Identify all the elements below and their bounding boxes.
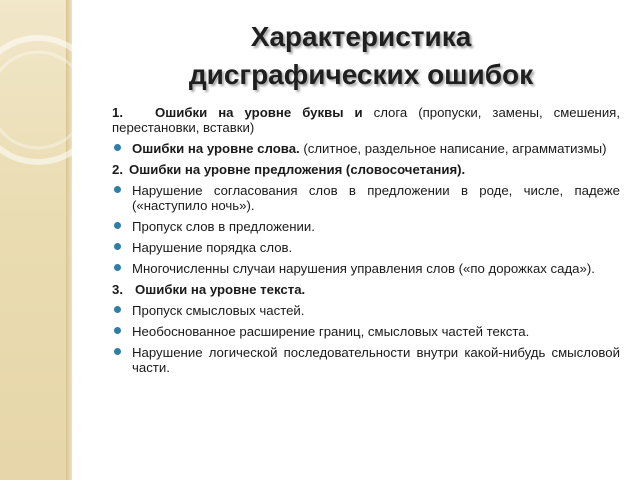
title-line-2: дисграфических ошибок xyxy=(188,59,534,90)
slide-title xyxy=(96,18,626,94)
list-item xyxy=(112,303,620,318)
item-text: Необоснованное расширение границ, смысловых частей текста. xyxy=(132,324,530,339)
item-text: (слитное, раздельное написание, аграмматизмы) xyxy=(299,141,607,156)
item-number: 1. xyxy=(112,105,123,120)
list-item xyxy=(112,261,620,276)
list-item xyxy=(112,345,620,375)
item-number: 3. xyxy=(112,282,123,297)
bullet-icon xyxy=(114,327,121,334)
bullet-icon xyxy=(114,144,121,151)
bullet-icon xyxy=(114,348,121,355)
item-text: слога (пропуски, замены, смешения, перестановки, вставки) xyxy=(112,105,620,135)
list-item xyxy=(112,183,620,213)
item-text: Пропуск слов в предложении. xyxy=(132,219,315,234)
content-list xyxy=(112,105,620,381)
bullet-icon xyxy=(114,186,121,193)
list-item xyxy=(112,219,620,234)
item-bold-text: Ошибки на уровне буквы и xyxy=(155,105,363,120)
item-bold-text: Ошибки на уровне предложения (словосочетания). xyxy=(129,162,466,177)
list-item xyxy=(112,105,620,135)
item-number: 2. xyxy=(112,162,123,177)
item-text: Пропуск смысловых частей. xyxy=(132,303,305,318)
item-text: Многочисленны случаи нарушения управления слов («по дорожках сада»). xyxy=(132,261,595,276)
item-text: Нарушение логической последовательности внутри какой-нибудь смысловой части. xyxy=(132,345,620,375)
list-item xyxy=(112,240,620,255)
bullet-icon xyxy=(114,222,121,229)
bullet-icon xyxy=(114,306,121,313)
title-line-1: Характеристика xyxy=(250,21,472,52)
list-item xyxy=(112,282,620,297)
list-item xyxy=(112,162,620,177)
item-text: Нарушение согласования слов в предложении в роде, числе, падеже («наступило ночь»). xyxy=(132,183,620,213)
item-bold-text: Ошибки на уровне текста. xyxy=(135,282,306,297)
item-bold-text: Ошибки на уровне слова. xyxy=(132,141,300,156)
item-text: Нарушение порядка слов. xyxy=(132,240,293,255)
list-item xyxy=(112,324,620,339)
list-item xyxy=(112,141,620,156)
bullet-icon xyxy=(114,243,121,250)
bullet-icon xyxy=(114,264,121,271)
